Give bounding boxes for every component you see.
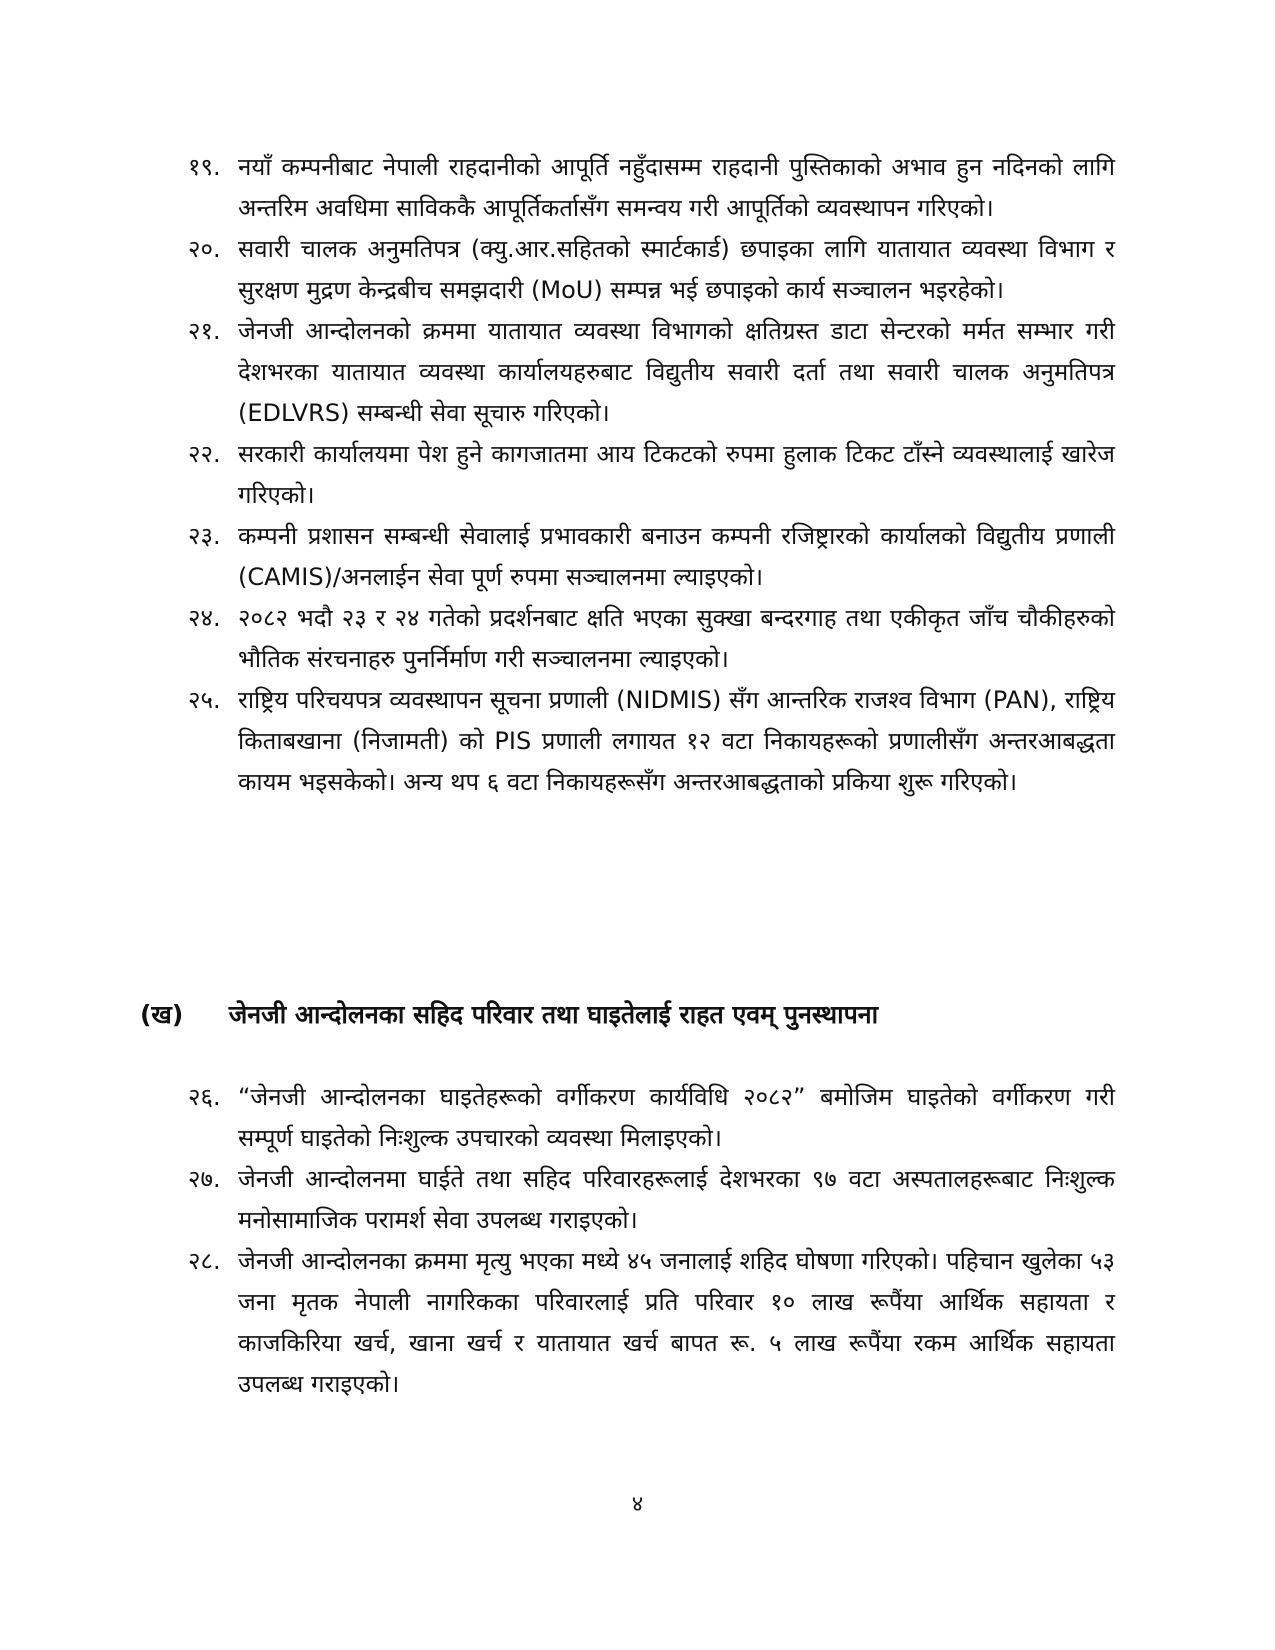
item-number: २३.	[188, 522, 221, 550]
list-item	[188, 434, 1115, 516]
section-marker: (ख)	[140, 1000, 184, 1029]
item-text: जेनजी आन्दोलनका क्रममा मृत्यु भएका मध्ये ४५ जनालाई शहिद घोषणा गरिएको। पहिचान खुलेका ५३ जना मृतक नेपाली नागरिकका परिवारलाई प्रति परिवार १० लाख रूपैंया आर्थिक सहायता र काजकिरिया खर्च, खाना खर्च र यातायात खर्च बापत रू. ५ लाख रूपैंया रकम आर्थिक सहायता उपलब्ध गराइएको।	[238, 1247, 1115, 1398]
item-text: राष्ट्रिय परिचयपत्र व्यवस्थापन सूचना प्रणाली (NIDMIS) सँग आन्तरिक राजश्व विभाग (PAN), राष्ट्रिय किताबखाना (निजामती) को PIS प्रणाली लगायत १२ वटा निकायहरूको प्रणालीसँग अन्तरआबद्धता कायम भइसकेको। अन्य थप ६ वटा निकायहरूसँग अन्तरआबद्धताको प्रकिया शुरू गरिएको।	[238, 686, 1115, 796]
item-text: “जेनजी आन्दोलनका घाइतेहरूको वर्गीकरण कार्यविधि २०८२” बमोजिम घाइतेको वर्गीकरण गरी सम्पूर्ण घाइतेको निःशुल्क उपचारको व्यवस्था मिलाइएको।	[238, 1083, 1115, 1152]
list-item	[188, 1241, 1115, 1405]
list-item	[188, 229, 1115, 311]
list-item	[188, 516, 1115, 598]
list-item	[188, 311, 1115, 434]
item-number: २७.	[188, 1165, 221, 1193]
list-item	[188, 598, 1115, 680]
item-text: जेनजी आन्दोलनको क्रममा यातायात व्यवस्था विभागको क्षतिग्रस्त डाटा सेन्टरको मर्मत सम्भार गरी देशभरका यातायात व्यवस्था कार्यालयहरुबाट विद्युतीय सवारी दर्ता तथा सवारी चालक अनुमतिपत्र (EDLVRS) सम्बन्धी सेवा सूचारु गरिएको।	[238, 317, 1115, 427]
list-item	[188, 1159, 1115, 1241]
list-item	[188, 1077, 1115, 1159]
item-text: जेनजी आन्दोलनमा घाईते तथा सहिद परिवारहरूलाई देशभरका ९७ वटा अस्पतालहरूबाट निःशुल्क मनोसामाजिक परामर्श सेवा उपलब्ध गराइएको।	[238, 1165, 1115, 1234]
item-text: कम्पनी प्रशासन सम्बन्धी सेवालाई प्रभावकारी बनाउन कम्पनी रजिष्ट्रारको कार्यालको विद्युतीय प्रणाली (CAMIS)/अनलाईन सेवा पूर्ण रुपमा सञ्चालनमा ल्याइएको।	[238, 522, 1115, 591]
item-number: २८.	[188, 1247, 221, 1275]
section-title: जेनजी आन्दोलनका सहिद परिवार तथा घाइतेलाई राहत एवम् पुनस्थापना	[228, 1000, 879, 1029]
section-b-list	[188, 1077, 1115, 1405]
section-a-list	[188, 147, 1115, 803]
item-text: नयाँ कम्पनीबाट नेपाली राहदानीको आपूर्ति नहुँदासम्म राहदानी पुस्तिकाको अभाव हुन नदिनको लागि अन्तरिम अवधिमा साविककै आपूर्तिकर्तासँग समन्वय गरी आपूर्तिको व्यवस्थापन गरिएको।	[238, 153, 1115, 222]
item-text: २०८२ भदौ २३ र २४ गतेको प्रदर्शनबाट क्षति भएका सुक्खा बन्दरगाह तथा एकीकृत जाँच चौकीहरुको भौतिक संरचनाहरु पुनर्निर्माण गरी सञ्चालनमा ल्याइएको।	[238, 604, 1115, 673]
item-number: १९.	[188, 153, 221, 181]
item-text: सवारी चालक अनुमतिपत्र (क्यु.आर.सहितको स्मार्टकार्ड) छपाइका लागि यातायात व्यवस्था विभाग र सुरक्षण मुद्रण केन्द्रबीच समझदारी (MoU) सम्पन्न भई छपाइको कार्य सञ्चालन भइरहेको।	[238, 235, 1115, 304]
list-item	[188, 680, 1115, 803]
item-text: सरकारी कार्यालयमा पेश हुने कागजातमा आय टिकटको रुपमा हुलाक टिकट टाँस्ने व्यवस्थालाई खारेज गरिएको।	[238, 440, 1115, 509]
section-heading	[140, 995, 1120, 1035]
item-number: २२.	[188, 440, 221, 468]
item-number: २१.	[188, 317, 221, 345]
item-number: २४.	[188, 604, 221, 632]
item-number: २५.	[188, 686, 221, 714]
item-number: २०.	[188, 235, 221, 263]
item-number: २६.	[188, 1083, 221, 1111]
list-item	[188, 147, 1115, 229]
page-number: ४	[631, 1492, 644, 1517]
